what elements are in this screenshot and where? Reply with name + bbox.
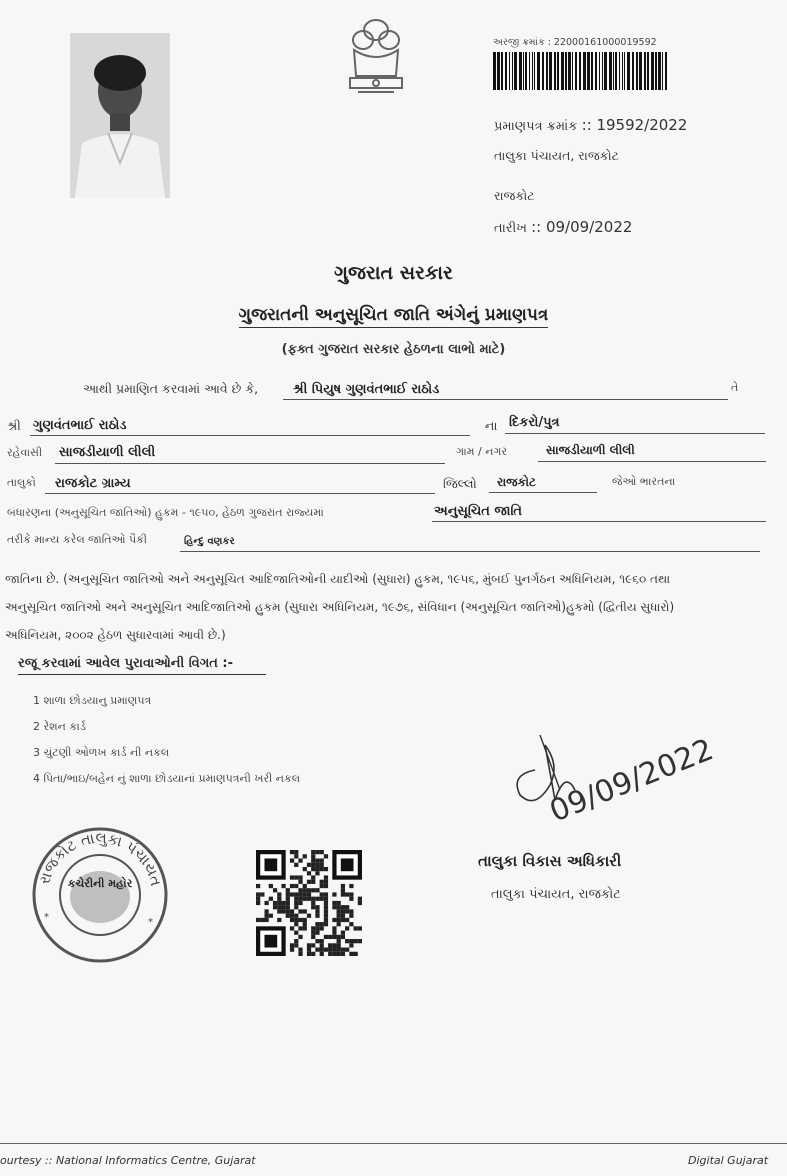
signature-area <box>505 730 735 840</box>
evidence-item: 4 પિતા/ભાઇ/બહેન નું શાળા છોડયાનાં પ્રમાણપત્રની ખરી નકલ <box>33 772 301 785</box>
resident-line <box>55 441 445 464</box>
person-photo-icon <box>70 33 170 198</box>
district-label: જિલ્લો <box>443 476 477 491</box>
header-office: તાલુકા પંચાયત, રાજકોટ <box>494 148 619 163</box>
national-emblem-icon <box>338 8 414 108</box>
name-line <box>283 378 728 400</box>
district-suffix: જેઓ ભારતના <box>612 475 676 488</box>
resident-label: રહેવાસી <box>7 446 43 459</box>
father-name: ગુણવંતભાઈ રાઠોડ <box>33 418 127 433</box>
caste-value: હિન્દુ વણકર <box>184 536 235 547</box>
taluka-value: રાજકોટ ગ્રામ્ય <box>55 476 131 491</box>
relation-line <box>505 411 765 434</box>
certificate-title: ગુજરાતની અનુસૂચિત જાતિ અંગેનું પ્રમાણપત્ર <box>239 305 549 328</box>
caste-category-line <box>432 500 766 522</box>
applicant-name: શ્રી પિયુષ ગુણવંતભાઈ રાઠોડ <box>293 382 440 397</box>
svg-text:*: * <box>44 912 49 923</box>
resident-value: સાજડીયાળી લીલી <box>59 445 156 460</box>
qr-code-icon <box>256 850 362 956</box>
district-line <box>489 471 597 493</box>
issue-date-row <box>494 218 632 236</box>
certificate-number: :: 19592/2022 <box>581 116 688 134</box>
issue-date: :: 09/09/2022 <box>531 218 633 236</box>
office-seal-icon <box>30 825 170 965</box>
evidence-list <box>33 688 300 792</box>
legal-paragraph-line: અધિનિયમ, ૨૦૦૨ હેઠળ સુધારવામાં આવી છે.) <box>5 628 226 642</box>
legal-paragraph <box>5 565 780 649</box>
relation: દિકરો/પુત્ર <box>509 415 560 430</box>
certificate-number-label: પ્રમાણપત્ર ક્રમાંક <box>494 119 578 134</box>
svg-text:*: * <box>148 917 153 928</box>
barcode-icon <box>493 52 671 90</box>
village-value: સાજડીયાળી લીલી <box>546 443 635 457</box>
evidence-item: 3 ચુંટણી ઓળખ કાર્ડ ની નકલ <box>33 746 170 759</box>
legal-paragraph-line: જાતિના છે. (અનુસૂચિત જાતિઓ અને અનુસૂચિત આદિજાતિઓની યાદીઓ (સુધારા) હુકમ, ૧૯૫૬, મુંબઈ પુનર્ગઠન અધિનિયમ, ૧૯૬૦ તથા <box>5 572 671 586</box>
district-value: રાજકોટ <box>497 475 536 489</box>
application-number: અરજી ક્રમાંક : 22000161000019592 <box>493 37 657 48</box>
village-label: ગામ / નગર <box>456 445 508 458</box>
footer-divider <box>0 1143 787 1144</box>
father-line <box>30 414 470 436</box>
footer-digital-gujarat: Digital Gujarat <box>688 1154 769 1167</box>
evidence-heading: રજૂ કરવામાં આવેલ પુરાવાઓની વિગત :- <box>18 656 266 675</box>
seal-center-text: કચેરીની મહોર <box>67 877 133 890</box>
name-suffix: તે <box>731 381 739 394</box>
taluka-label: તાલુકો <box>7 476 36 489</box>
taluka-line <box>45 472 435 494</box>
shri-label: શ્રી <box>7 418 21 433</box>
government-title: ગુજરાત સરકાર <box>334 262 453 284</box>
evidence-item: 1 શાળા છોડયાનુ પ્રમાણપત્ર <box>33 694 152 707</box>
header-place: રાજકોટ <box>494 188 535 203</box>
applicant-photo <box>70 33 170 198</box>
seal-ring-text: રાજકોટ તાલુકા પંચાયત <box>35 828 166 888</box>
evidence-item: 2 રેશન કાર્ડ <box>33 720 86 733</box>
caste-category: અનુસૂચિત જાતિ <box>434 504 523 519</box>
certificate-subtitle: (ફક્ત ગુજરાત સરકાર હેઠળના લાભો માટે) <box>281 342 506 357</box>
village-line <box>538 439 766 462</box>
signatory-office: તાલુકા પંચાયત, રાજકોટ <box>491 887 621 902</box>
recognized-castes-line: તરીકે માન્ય કરેલ જાતિઓ પૈકી <box>7 533 148 546</box>
constitution-line: બંધારણના (અનુસૂચિત જાતિઓ) હુકમ - ૧૯૫૦, હેઠળ ગુજરાત રાજ્યમાં <box>7 506 324 519</box>
signature-icon <box>505 730 735 840</box>
caste-line <box>180 529 760 552</box>
certificate-title-wrap <box>0 305 787 325</box>
signatory-title: તાલુકા વિકાસ અધિકારી <box>478 852 622 870</box>
signature-date: 09/09/2022 <box>544 732 719 830</box>
issue-date-label: તારીખ <box>494 221 527 236</box>
footer-courtesy: ourtesy :: National Informatics Centre, Gujarat <box>0 1154 256 1167</box>
na-label: ના <box>485 418 498 433</box>
certificate-number-row <box>494 116 687 134</box>
intro-text: આથી પ્રમાણિત કરવામાં આવે છે કે, <box>83 381 259 396</box>
legal-paragraph-line: અનુસૂચિત જાતિઓ અને અનુસૂચિત આદિજાતિઓ હુકમ (સુધારા અધિનિયમ, ૧૯૭૬, સંવિધાન (અનુસૂચિત જાતિઓ)હુકમો (દ્વિતીય સુધારો) <box>5 600 675 614</box>
